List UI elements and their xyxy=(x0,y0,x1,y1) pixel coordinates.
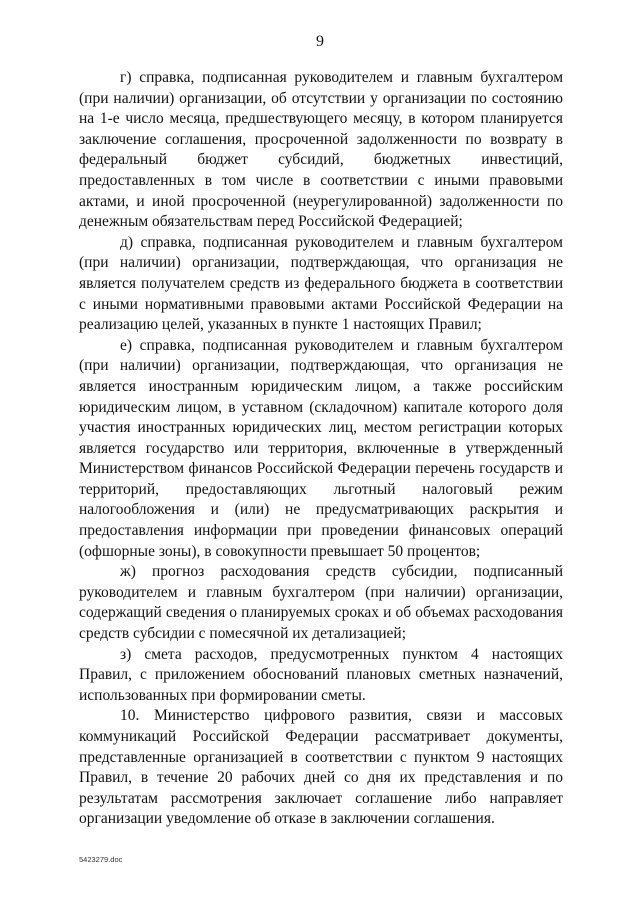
paragraph-d: д) справка, подписанная руководителем и главным бухгалтером (при наличии) организации, подтверждающая, что организация не является получателем средств из федерального бюджета в соответствии с иными нормативными правовыми актами Российской Федерации на реализацию целей, указанных в пункте 1 настоящих Правил; xyxy=(79,233,563,334)
paragraph-g: г) справка, подписанная руководителем и главным бухгалтером (при наличии) организации, об отсутствии у организации по состоянию на 1-е число месяца, предшествующего месяцу, в котором планируется заключение соглашения, просроченной задолженности по возврату в федеральный бюджет субсидий, бюджетных инвестиций, предоставленных в том числе в соответствии с иными правовыми актами, и иной просроченной (неурегулированной) задолженности по денежным обязательствам перед Российской Федерацией; xyxy=(79,69,563,231)
paragraph-e: е) справка, подписанная руководителем и главным бухгалтером (при наличии) организации, подтверждающая, что организация не является иностранным юридическим лицом, а также российским юридическим лицом, в уставном (складочном) капитале которого доля участия иностранных юридических лиц, местом регистрации которых является государство или территория, включенные в утвержденный Министерством финансов Российской Федерации перечень государств и территорий, предоставляющих льготный налоговый режим налогообложения и (или) не предусматривающих раскрытия и предоставления информации при проведении финансовых операций (офшорные зоны), в совокупности превышает 50 процентов; xyxy=(79,336,563,560)
paragraph-z: з) смета расходов, предусмотренных пунктом 4 настоящих Правил, с приложением обоснований плановых сметных назначений, использованных при формировании сметы. xyxy=(79,645,563,704)
document-body xyxy=(79,68,563,830)
document-footer: 5423279.doc xyxy=(79,855,123,864)
paragraph-zh: ж) прогноз расходования средств субсидии, подписанный руководителем и главным бухгалтером (при наличии) организации, содержащий сведения о планируемых сроках и об объемах расходования средств субсидии с помесячной их детализацией; xyxy=(79,563,563,643)
paragraph-10: 10. Министерство цифрового развития, связи и массовых коммуникаций Российской Федерации рассматривает документы, представленные организацией в соответствии с пунктом 9 настоящих Правил, в течение 20 рабочих дней со дня их представления и по результатам рассмотрения заключает соглашение либо направляет организации уведомление об отказе в заключении соглашения. xyxy=(79,707,563,828)
page-number: 9 xyxy=(316,33,324,50)
